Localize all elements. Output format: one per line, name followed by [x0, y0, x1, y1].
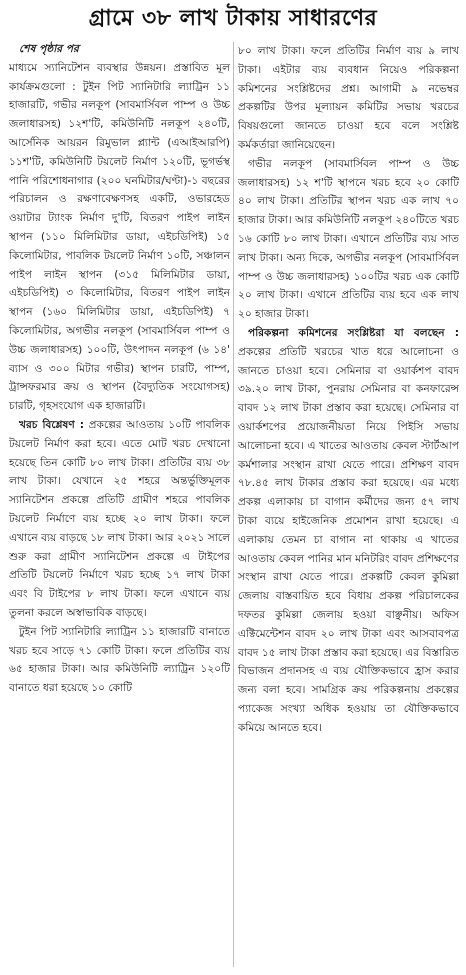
body-paragraph: ৮০ লাখ টাকা। ফলে প্রতিটির নির্মাণ ব্যয় ৯ লাখ টাকা। এইটার ব্যয় ব্যবধান নিয়েও পরিকল্পনা কমিশনের সংশ্লিষ্টদের প্রশ্ন। আগামী ৯ নভেম্বর প্রকল্পটির উপর মূল্যায়ন কমিটির সভায় খরচের বিষয়গুলো জানতে চাওয়া হবে বলে সংশ্লিষ্ট কর্মকর্তারা জানিয়েছেন। [238, 45, 459, 151]
body-paragraph: মাধ্যমে স্যানিটেশন ব্যবস্থার উন্নয়ন। প্রস্তাবিত মূল কার্যক্রমগুলো : টুইন পিট স্যানিটারি ল্যাট্রিন ১১ হাজারটি, গভীর নলকূপ (সাবমার্সিবল পাম্প ও উচ্চ জলাধারসহ) ১২শ'টি, কমিউনিটি নলকূপ ২৪০টি, আর্সেনিক আয়রন রিমুভাল প্ল্যান্ট (এআইআরপি) ১১শ'টি, কমিউনিটি টয়লেট নির্মাণ ১২০টি, ভূগর্ভস্থ পানি পরিশোধনাগার (২০০ ঘনমিটার/ঘণ্টা)-১ বছরের পরিচালন ও রক্ষণাবেক্ষণসহ একটি, ওভারহেড ওয়াটার ট্যাংক নির্মাণ দু'টি, বিতরণ পাইপ লাইন স্থাপন (১১০ মিলিমিটার ডায়া, এইচডিপিই) ১৫ কিলোমিটার, পাবলিক টয়লেট নির্মাণ ১০টি, সঞ্চালন পাইপ লাইন স্থাপন (৩১৫ মিলিমিটার ডায়া, এইচডিপিই) ৩ কিলোমিটার, বিতরণ পাইপ লাইন স্থাপন (১৬০ মিলিমিটার ডায়া, এইচডিপিই) ৭ কিলোমিটার, অগভীর নলকূপ (সাবমার্সিবল পাম্প ও উচ্চ জলাধারসহ) ১০০টি, উৎপাদন নলকূপ (৬ ১৪' ব্যাস ও ৩০০ মিটার গভীর) স্থাপন চারটি, পাম্প, ট্রান্সফরমার ক্রয় ও স্থাপন (বৈদ্যুতিক সংযোগসহ) চারটি, গৃহসংযোগ এক হাজারটি। [9, 61, 230, 413]
body-text: প্রকল্পের প্রতিটি খরচের খাত ধরে আলোচনা ও জানতে চাওয়া হবে। সেমিনার বা ওয়ার্কশপ বাবদ ৩৯.২০ লাখ টাকা, পুনরায় সেমিনার বা কনফারেন্স বাবদ ১২ লাখ টাকা প্রস্তাব করা হয়েছে। সেমিনার বা ওয়ার্কশপের প্রয়োজনীয়তা নিয়ে পিইসি সভায় আলোচনা হবে। এ খাতের আওতায় কেবল স্টার্টআপ কর্মশালার সংস্থান রাখা যেতে পারে। প্রশিক্ষণ বাবদ ৭৮.৪৫ লাখ টাকার প্রস্তাব করা হয়েছে। এর মধ্যে প্রকল্প এলাকায় চা বাগান কর্মীদের জন্য ৫৭ লাখ টাকা ব্যয়ে হাইজেনিক প্রমোশন রাখা হয়েছে। এ এলাকায় তেমন চা বাগান না থাকায় এ খাতের আওতায় কেবল পানির মান মনিটরিং বাবদ প্রশিক্ষণের সংস্থান রাখা যেতে পারে। প্রকল্পটি কেবল কুমিল্লা জেলায় বাস্তবায়িত হবে বিধায় প্রকল্প পরিচালকের দফতর কুমিল্লা জেলায় হওয়া বাঞ্ছনীয়। অফিস এক্টিমেন্টেশন বাবদ ২০ লাখ টাকা এবং আসবাবপত্র বাবদ ১৫ লাখ টাকা প্রস্তাব করা হয়েছে। এর বিস্তারিত বিভাজন প্রদানসহ এ ব্যয় যৌক্তিকভাবে হ্রাস করার জন্য বলা হবে। সামগ্রিক ক্রয় পরিকল্পনায় প্রকল্পের প্যাকেজ সংখ্যা অধিক হওয়ায় তা যৌক্তিকভাবে কমিয়ে আনতে হবে। [238, 345, 459, 734]
section-lead: পরিকল্পনা কমিশনের সংশ্লিষ্টরা যা বলছেন : [248, 326, 459, 339]
right-column [238, 42, 459, 737]
article-headline: গ্রামে ৩৮ লাখ টাকায় সাধারণের [88, 6, 378, 31]
body-paragraph [238, 324, 459, 738]
column-divider [233, 42, 234, 967]
continued-label: শেষ পৃষ্ঠার পর [19, 43, 79, 55]
left-column [9, 40, 230, 698]
section-lead: খরচ বিশ্লেষণ : [19, 418, 84, 431]
body-text: প্রকল্পের আওতায় ১০টি পাবলিক টয়লেট নির্মাণ করা হবে। এতে মোট খরচ দেখানো হয়েছে তিন কোটি ৮০ লাখ টাকা। প্রতিটির ব্যয় ৩৮ লাখ টাকা। যেখানে ২৫ শহরে অন্তর্ভুক্তিমূলক স্যানিটেশন প্রকল্পে প্রতিটি গ্রামীণ শহরে পাবলিক টয়লেট নির্মাণে ব্যয় হচ্ছে ২০ লাখ টাকা। ফলে এখানে ব্যয় বাড়ছে ১৮ লাখ টাকা। আর ২০২১ সালে শুরু করা গ্রামীণ স্যানিটেশন প্রকল্পে এ টাইপের প্রতিটি টয়লেট নির্মাণে খরচ হচ্ছে ১৭ লাখ টাকা এবং বি টাইপের ৮ লাখ টাকা। ফলে এখানে ব্যয় তুলনা করলে অস্বাভাবিক বাড়ছে। [9, 418, 230, 619]
body-paragraph: গভীর নলকূপ (সাবমার্সিবল পাম্প ও উচ্চ জলাধারসহ) ১২ শ'টি স্থাপনে খরচ হবে ২০ কোটি ৪০ লাখ টাকা। প্রতিটির স্থাপন খরচ এক লাখ ৭০ হাজার টাকা। আর কমিউনিটি নলকূপ ২৪০টিতে খরচ ১৬ কোটি ৮০ লাখ টাকা। এখানে প্রতিটির ব্যয় সাত লাখ টাকা। অন্য দিকে, অগভীর নলকূপ (সাবমার্সিবল পাম্প ও উচ্চ জলাধারসহ) ১০০টির খরচ এক কোটি ২০ লাখ টাকা। এখানে প্রতিটির ব্যয় হবে এক লাখ ২০ হাজার টাকা। [238, 157, 459, 321]
body-paragraph: টুইন পিট স্যানিটারি ল্যাট্রিন ১১ হাজারটি বানাতে খরচ হবে সাড়ে ৭১ কোটি টাকা। ফলে প্রতিটির ব্যয় ৬৫ হাজার টাকা। আর কমিউনিটি ল্যাট্রিন ১২০টি বানাতে ধরা হয়েছে ১০ কোটি [9, 625, 230, 695]
body-paragraph [9, 416, 230, 623]
